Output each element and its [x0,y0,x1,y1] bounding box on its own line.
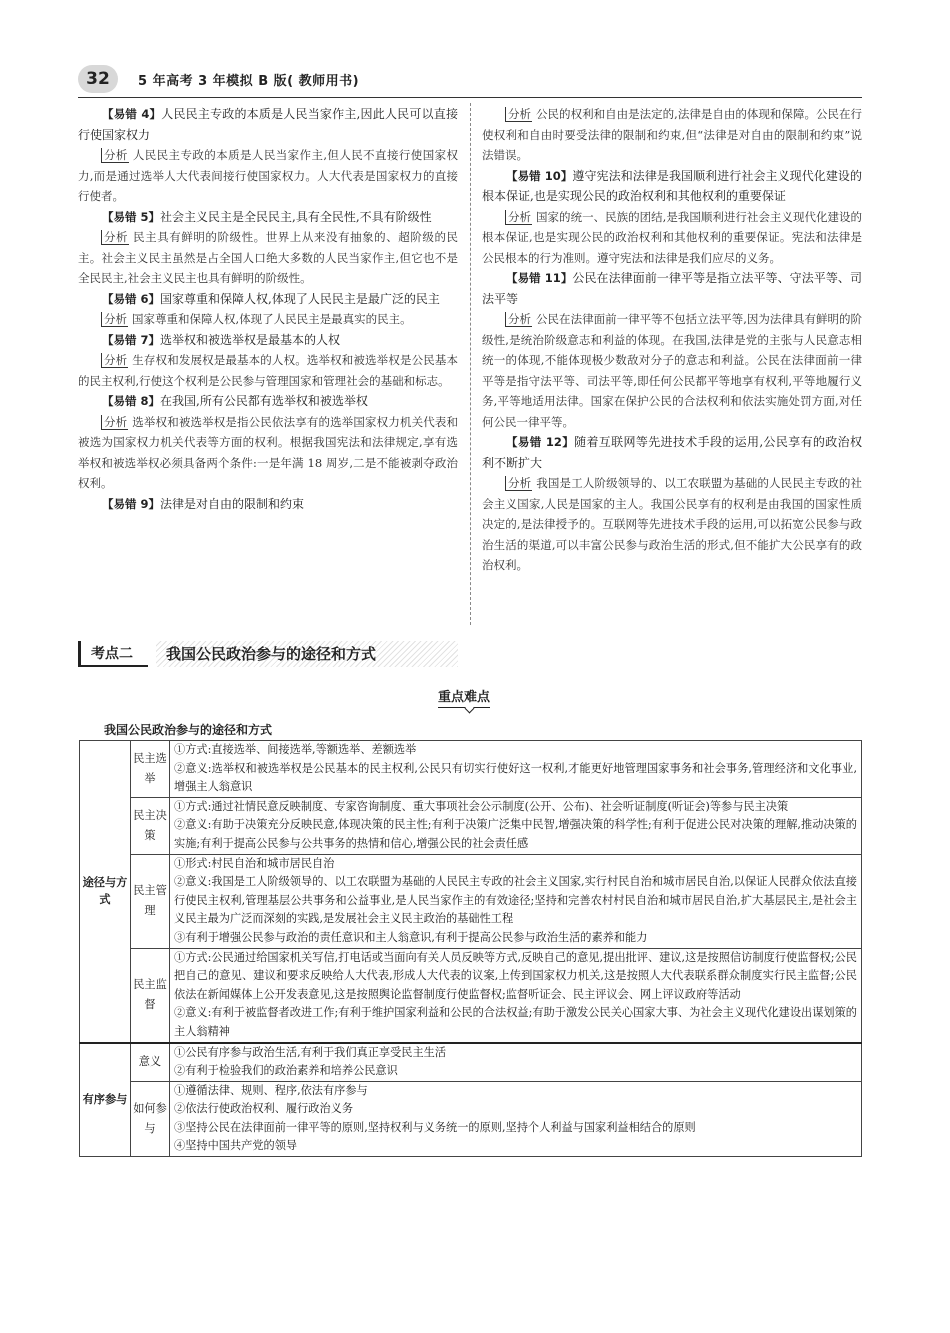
table-row [80,854,862,948]
error-tag: 【易错 6】 [102,291,161,306]
analysis-text: 人民民主专政的本质是人民当家作主,但人民不直接行使国家权力,而是通过选举人大代表间接行使国家权力。人大代表是国家权力的直接行使者。 [78,148,459,203]
content-line: ①方式:公民通过给国家机关写信,打电话或当面向有关人员反映等方式,反映自己的意见,提出批评、建议,这是按照信访制度行使监督权;公民把自己的意见、建议和要求反映给人大代表,形成人大代表的议案,上传到国家权力机关,这是按照人大代表联系群众制度实行民主监督;公民依法在新闻媒体上公开发表意见,这是按照舆论监督制度行使监督权;监督听证会、民主评议会、网上评议政府等活动 [174,950,857,1001]
analysis [482,104,862,166]
error-item [78,391,458,412]
section-title: 我国公民政治参与的途径和方式 [156,641,458,667]
row-label: 民主选举 [131,741,170,798]
table-row [80,797,862,854]
error-tag: 【易错 10】 [506,168,573,183]
analysis [482,207,862,269]
error-tag: 【易错 9】 [102,496,161,511]
analysis-label: 分析 [101,353,128,368]
analysis [482,473,862,576]
analysis-label: 分析 [505,312,532,327]
row-label: 民主决策 [131,797,170,854]
error-item [78,207,458,228]
error-text: 选举权和被选举权是最基本的人权 [160,332,341,347]
content-line: ①方式:通过社情民意反映制度、专家咨询制度、重大事项社会公示制度(公开、公布)、社会听证制度(听证会)等参与民主决策 [174,799,789,813]
content-line: ②有利于检验我们的政治素养和培养公民意识 [174,1064,398,1078]
analysis-text: 生存权和发展权是最基本的人权。选举权和被选举权是公民基本的民主权利,行使这个权利是公民参与管理国家和管理社会的基础和标志。 [78,353,459,388]
group-label: 途径与方式 [80,741,131,1043]
content-line: ④坚持中国共产党的领导 [174,1139,298,1153]
error-tag: 【易错 12】 [506,435,575,449]
analysis [482,309,862,432]
analysis-text: 我国是工人阶级领导的、以工农联盟为基础的人民民主专政的社会主义国家,人民是国家的主人。我国公民享有的权利是由我国的国家性质决定的,是法律授予的。互联网等先进技术手段的运用,可以拓宽公民参与政治生活的渠道,可以丰富公民参与政治生活的形式,但不能扩大公民享有的政治权利。 [482,476,863,572]
analysis-label: 分析 [505,107,532,122]
error-text: 人民民主专政的本质是人民当家作主,因此人民可以直接行使国家权力 [78,107,458,142]
page-number: 32 [78,65,118,93]
error-item [78,104,458,145]
error-tag: 【易错 11】 [506,271,573,285]
error-tag: 【易错 8】 [102,394,161,408]
table-caption: 我国公民政治参与的途径和方式 [104,723,273,737]
error-text: 法律是对自由的限制和约束 [160,496,305,511]
row-content [170,797,862,854]
group-label: 有序参与 [80,1043,131,1157]
analysis-text: 选举权和被选举权是指公民依法享有的选举国家权力机关代表和被选为国家权力机关代表等方面的权利。根据我国宪法和法律规定,享有选举权和被选举权必须具备两个条件:一是年满 18 周岁,二是不能被剥夺政治权利。 [78,414,459,490]
analysis [78,350,458,391]
knowledge-table [79,740,862,1157]
row-label: 民主监督 [131,948,170,1042]
error-text: 在我国,所有公民都有选举权和被选举权 [160,394,368,408]
table-row [80,948,862,1042]
analysis-label: 分析 [101,148,129,163]
analysis-label: 分析 [101,230,129,245]
error-item [482,432,862,473]
content-line: ①形式:村民自治和城市居民自治 [174,856,335,870]
row-label: 民主管理 [131,854,170,948]
error-text: 国家尊重和保障人权,体现了人民民主是最广泛的民主 [160,291,440,306]
error-item [78,330,458,351]
left-column [78,104,458,514]
table-row [80,1043,862,1082]
table-row [80,1081,862,1156]
analysis [78,309,458,330]
table-row [80,741,862,798]
analysis-label: 分析 [101,312,128,327]
error-tag: 【易错 5】 [102,209,161,224]
analysis-label: 分析 [505,476,532,491]
error-text: 遵守宪法和法律是我国顺利进行社会主义现代化建设的根本保证,也是实现公民的政治权利和其他权利的重要保证 [482,168,862,203]
content-line: ②意义:我国是工人阶级领导的、以工农联盟为基础的人民民主专政的社会主义国家,实行村民自治和城市居民自治,以保证人民群众依法直接行使民主权利,管理基层公共事务和公益事业,是人民当家作主的有效途径;坚持和完善农村村民自治和城市居民自治,扩大基层民主,是社会主义民主最为广泛而深刻的实践,是发展社会主义民主政治的基础性工程 [174,875,857,926]
content-line: ①遵循法律、规则、程序,依法有序参与 [174,1083,368,1097]
analysis-label: 分析 [505,210,532,225]
analysis [78,145,458,207]
content-line: ②意义:选举权和被选举权是公民基本的民主权利,公民只有切实行使好这一权利,才能更好地管理国家事务和社会事务,管理经济和文化事业,增强主人翁意识 [174,761,857,794]
error-tag: 【易错 4】 [102,107,162,121]
section-label: 考点二 [78,641,148,667]
analysis-text: 公民在法律面前一律平等不包括立法平等,因为法律具有鲜明的阶级性,是统治阶级意志和利益的体现。在我国,法律是党的主张与人民意志相统一的体现,不能体现极少数敌对分子的意志和利益。公民在法律面前一律平等是指守法平等、司法平等,即任何公民都平等地享有权利,平等地履行义务,平等地适用法律。国家在保护公民的合法权利和依法实施处罚方面,对任何公民一律平等。 [482,312,863,429]
error-text: 公民在法律面前一律平等是指立法平等、守法平等、司法平等 [482,271,862,306]
row-content [170,854,862,948]
section-heading [78,641,458,667]
content-line: ②意义:有利于被监督者改进工作;有利于维护国家利益和公民的合法权益;有助于激发公民关心国家大事、为社会主义现代化建设出谋划策的主人翁精神 [174,1006,857,1038]
error-item [482,166,862,207]
content-line: ②意义:有助于决策充分反映民意,体现决策的民主性;有利于决策广泛集中民智,增强决策的科学性;有利于促进公民对决策的理解,推动决策的实施;有利于提高公民参与公共事务的热情和信心,增强公民的社会责任感 [174,818,857,850]
row-label: 如何参与 [131,1081,170,1156]
error-text: 社会主义民主是全民民主,具有全民性,不具有阶级性 [160,209,432,224]
analysis [78,227,458,289]
analysis-label: 分析 [101,415,128,430]
content-line: ③有利于增强公民参与政治的责任意识和主人翁意识,有利于提高公民参与政治生活的素养和能力 [174,930,648,944]
analysis-text: 民主具有鲜明的阶级性。世界上从来没有抽象的、超阶级的民主。社会主义民主虽然是占全国人口绝大多数的人民当家作主,但它也不是全民民主,社会主义民主也具有鲜明的阶级性。 [78,230,458,285]
row-content [170,741,862,798]
row-label: 意义 [131,1043,170,1082]
row-content [170,1043,862,1082]
right-column [482,104,862,576]
error-item [78,289,458,310]
content-line: ①公民有序参与政治生活,有利于我们真正享受民主生活 [174,1045,447,1059]
column-divider [470,103,471,625]
error-tag: 【易错 7】 [102,332,161,347]
analysis-text: 国家尊重和保障人权,体现了人民民主是最真实的民主。 [132,312,412,326]
row-content [170,948,862,1042]
content-line: ③坚持公民在法律面前一律平等的原则,坚持权利与义务统一的原则,坚持个人利益与国家利益相结合的原则 [174,1120,696,1134]
error-item [482,268,862,309]
analysis [78,412,458,494]
book-title: 5 年高考 3 年模拟 B 版( 教师用书) [138,74,360,89]
analysis-text: 国家的统一、民族的团结,是我国顺利进行社会主义现代化建设的根本保证,也是实现公民的政治权利和其他权利的重要保证。宪法和法律是公民根本的行为准则。遵守宪法和法律是我们应尽的义务。 [482,209,863,265]
content-line: ②依法行使政治权利、履行政治义务 [174,1102,354,1116]
analysis-text: 公民的权利和自由是法定的,法律是自由的体现和保障。公民在行使权利和自由时要受法律的限制和约束,但“法律是对自由的限制和约束”说法错误。 [482,107,863,162]
key-points-label: 重点难点 [438,686,490,708]
header-rule [78,97,862,98]
error-item [78,494,458,515]
content-line: ①方式:直接选举、间接选举,等额选举、差额选举 [174,743,417,756]
row-content [170,1081,862,1156]
error-text: 随着互联网等先进技术手段的运用,公民享有的政治权利不断扩大 [482,435,862,470]
